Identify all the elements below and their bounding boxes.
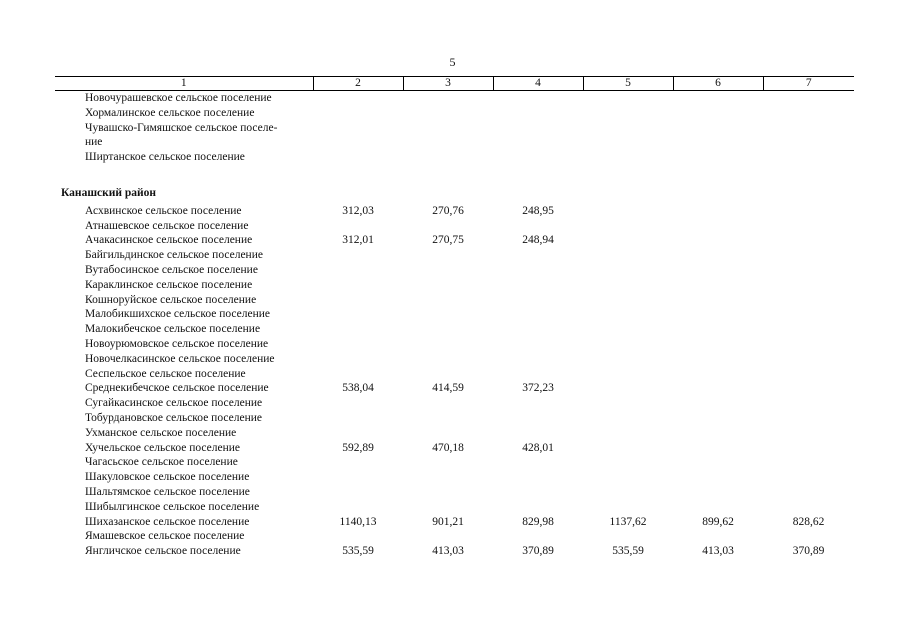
value-cell-col-2: 1140,13 — [339, 515, 377, 528]
value-cell-col-6 — [673, 106, 763, 121]
value-cell-col-6 — [673, 455, 763, 470]
value-cell-col-3 — [403, 165, 493, 180]
value-cell-col-5 — [583, 91, 673, 106]
value-cell-col-2 — [313, 165, 403, 180]
table-row — [55, 278, 854, 293]
value-cell-col-3 — [403, 91, 493, 106]
table-row — [55, 150, 854, 165]
value-cell-col-2 — [313, 135, 403, 150]
tariff-table-container — [55, 76, 854, 559]
value-cell-col-3 — [403, 307, 493, 322]
value-cell-col-5 — [583, 121, 673, 136]
column-header-3: 3 — [403, 77, 493, 91]
value-cell-col-6 — [673, 248, 763, 263]
column-header-1: 1 — [55, 77, 313, 91]
value-cell-col-6: 413,03 — [702, 545, 734, 558]
value-cell-col-2 — [313, 337, 403, 352]
table-row — [55, 515, 854, 530]
settlement-name: Вутабосинское сельское поселение — [85, 263, 258, 276]
value-cell-col-6 — [673, 411, 763, 426]
column-header-4: 4 — [493, 77, 583, 91]
value-cell-col-4 — [493, 278, 583, 293]
value-cell-col-3 — [403, 396, 493, 411]
value-cell-col-4 — [493, 165, 583, 180]
value-cell-col-3 — [403, 529, 493, 544]
settlement-name: Новочурашевское сельское поселение — [85, 92, 272, 104]
value-cell-col-5 — [583, 278, 673, 293]
value-cell-col-6 — [673, 121, 763, 136]
value-cell-col-2: 535,59 — [342, 545, 374, 558]
value-cell-col-5 — [583, 381, 673, 396]
value-cell-col-2: 312,01 — [342, 234, 374, 247]
table-body — [55, 91, 854, 559]
table-row — [55, 293, 854, 308]
value-cell-col-4 — [493, 263, 583, 278]
value-cell-col-4 — [493, 150, 583, 165]
table-row — [55, 381, 854, 396]
value-cell-col-2 — [313, 396, 403, 411]
table-row — [55, 367, 854, 382]
table-row — [55, 219, 854, 234]
value-cell-col-5 — [583, 337, 673, 352]
settlement-name: Среднекибечское сельское поселение — [85, 382, 269, 395]
value-cell-col-3 — [403, 367, 493, 382]
value-cell-col-4 — [493, 121, 583, 136]
value-cell-col-6 — [673, 278, 763, 293]
value-cell-col-6 — [673, 307, 763, 322]
value-cell-col-2 — [313, 263, 403, 278]
value-cell-col-3 — [403, 322, 493, 337]
settlement-name: Тобурдановское сельское поселение — [85, 411, 262, 424]
value-cell-col-7 — [763, 233, 854, 248]
value-cell-col-6 — [673, 367, 763, 382]
table-row — [55, 544, 854, 559]
table-row — [55, 396, 854, 411]
settlement-name: Сугайкасинское сельское поселение — [85, 397, 263, 410]
value-cell-col-6 — [673, 529, 763, 544]
value-cell-col-2 — [313, 485, 403, 500]
value-cell-col-6 — [673, 233, 763, 248]
value-cell-col-6 — [673, 180, 763, 204]
value-cell-col-2 — [313, 455, 403, 470]
settlement-name: Ачакасинское сельское поселение — [85, 234, 253, 247]
table-row — [55, 426, 854, 441]
value-cell-col-2 — [313, 367, 403, 382]
column-header-2: 2 — [313, 77, 403, 91]
settlement-name: Новочелкасинское сельское поселение — [85, 352, 275, 365]
table-row — [55, 529, 854, 544]
value-cell-col-6 — [673, 204, 763, 219]
value-cell-col-4: 372,23 — [522, 382, 554, 395]
value-cell-col-4 — [493, 337, 583, 352]
value-cell-col-4 — [493, 396, 583, 411]
settlement-name — [55, 165, 313, 180]
settlement-name: Шальтямское сельское поселение — [85, 485, 250, 498]
value-cell-col-6 — [673, 500, 763, 515]
column-header-5: 5 — [583, 77, 673, 91]
value-cell-col-4 — [493, 411, 583, 426]
table-row — [55, 91, 854, 106]
district-name: Канашский район — [61, 186, 157, 199]
value-cell-col-4 — [493, 180, 583, 204]
table-row — [55, 441, 854, 456]
table-row — [55, 485, 854, 500]
value-cell-col-4 — [493, 91, 583, 106]
value-cell-col-4 — [493, 307, 583, 322]
value-cell-col-3: 901,21 — [432, 515, 464, 528]
value-cell-col-3 — [403, 248, 493, 263]
value-cell-col-6 — [673, 352, 763, 367]
value-cell-col-5 — [583, 411, 673, 426]
value-cell-col-2 — [313, 529, 403, 544]
value-cell-col-7 — [763, 381, 854, 396]
value-cell-col-4 — [493, 106, 583, 121]
value-cell-col-7 — [763, 278, 854, 293]
value-cell-col-4 — [493, 500, 583, 515]
value-cell-col-6 — [673, 322, 763, 337]
value-cell-col-7 — [763, 91, 854, 106]
value-cell-col-7 — [763, 180, 854, 204]
settlement-name: Малокибечское сельское поселение — [85, 323, 261, 336]
column-header-7: 7 — [763, 77, 854, 91]
value-cell-col-2 — [313, 121, 403, 136]
value-cell-col-5 — [583, 233, 673, 248]
value-cell-col-2 — [313, 426, 403, 441]
value-cell-col-2 — [313, 293, 403, 308]
value-cell-col-3 — [403, 500, 493, 515]
value-cell-col-5 — [583, 396, 673, 411]
value-cell-col-6 — [673, 381, 763, 396]
settlement-name: Хормалинское сельское поселение — [85, 106, 255, 119]
settlement-name: Ямашевское сельское поселение — [85, 530, 245, 543]
value-cell-col-5 — [583, 165, 673, 180]
value-cell-col-2: 592,89 — [342, 441, 374, 454]
settlement-name: Кошноруйское сельское поселение — [85, 293, 257, 306]
value-cell-col-7 — [763, 411, 854, 426]
value-cell-col-4: 829,98 — [522, 515, 554, 528]
value-cell-col-3 — [403, 352, 493, 367]
value-cell-col-7 — [763, 106, 854, 121]
table-row — [55, 337, 854, 352]
table-row — [55, 500, 854, 515]
value-cell-col-7 — [763, 165, 854, 180]
value-cell-col-7 — [763, 352, 854, 367]
table-row — [55, 352, 854, 367]
value-cell-col-2: 312,03 — [342, 204, 374, 217]
value-cell-col-2 — [313, 470, 403, 485]
value-cell-col-5 — [583, 135, 673, 150]
value-cell-col-5 — [583, 204, 673, 219]
value-cell-col-2 — [313, 307, 403, 322]
value-cell-col-6 — [673, 337, 763, 352]
value-cell-col-7 — [763, 219, 854, 234]
value-cell-col-3 — [403, 121, 493, 136]
value-cell-col-2 — [313, 150, 403, 165]
value-cell-col-7 — [763, 150, 854, 165]
value-cell-col-3: 470,18 — [432, 441, 464, 454]
value-cell-col-7 — [763, 293, 854, 308]
value-cell-col-3 — [403, 485, 493, 500]
value-cell-col-2: 538,04 — [342, 382, 374, 395]
value-cell-col-7 — [763, 135, 854, 150]
value-cell-col-3 — [403, 293, 493, 308]
settlement-name: Шакуловское сельское поселение — [85, 471, 250, 484]
table-header — [55, 77, 854, 91]
settlement-name: Хучельское сельское поселение — [85, 441, 240, 454]
value-cell-col-6 — [673, 135, 763, 150]
value-cell-col-7 — [763, 396, 854, 411]
value-cell-col-3 — [403, 411, 493, 426]
value-cell-col-6 — [673, 165, 763, 180]
value-cell-col-5 — [583, 322, 673, 337]
value-cell-col-7 — [763, 441, 854, 456]
value-cell-col-3 — [403, 106, 493, 121]
value-cell-col-5 — [583, 293, 673, 308]
table-row — [55, 204, 854, 219]
value-cell-col-4: 370,89 — [522, 545, 554, 558]
value-cell-col-6 — [673, 219, 763, 234]
value-cell-col-2 — [313, 352, 403, 367]
settlement-name: Ухманское сельское поселение — [85, 426, 237, 439]
settlement-name: Асхвинское сельское поселение — [85, 204, 242, 217]
value-cell-col-3 — [403, 219, 493, 234]
table-row — [55, 106, 854, 121]
value-cell-col-6 — [673, 293, 763, 308]
value-cell-col-7 — [763, 470, 854, 485]
settlement-name: Байгильдинское сельское поселение — [85, 249, 263, 262]
value-cell-col-6 — [673, 263, 763, 278]
table-row — [55, 135, 854, 150]
value-cell-col-4 — [493, 293, 583, 308]
value-cell-col-5 — [583, 307, 673, 322]
value-cell-col-7 — [763, 529, 854, 544]
value-cell-col-5 — [583, 529, 673, 544]
value-cell-col-4 — [493, 248, 583, 263]
value-cell-col-5 — [583, 455, 673, 470]
table-row — [55, 470, 854, 485]
value-cell-col-6 — [673, 396, 763, 411]
district-heading-row — [55, 180, 854, 204]
value-cell-col-2 — [313, 106, 403, 121]
page-number: 5 — [449, 55, 456, 69]
value-cell-col-3: 270,75 — [432, 234, 464, 247]
settlement-name: Шибылгинское сельское поселение — [85, 500, 260, 513]
value-cell-col-7 — [763, 426, 854, 441]
table-row — [55, 322, 854, 337]
settlement-name: Атнашевское сельское поселение — [85, 219, 249, 232]
value-cell-col-7 — [763, 322, 854, 337]
value-cell-col-3: 413,03 — [432, 545, 464, 558]
value-cell-col-6 — [673, 470, 763, 485]
value-cell-col-7 — [763, 485, 854, 500]
value-cell-col-2 — [313, 248, 403, 263]
value-cell-col-4: 248,94 — [522, 234, 554, 247]
value-cell-col-6: 899,62 — [702, 515, 734, 528]
value-cell-col-3 — [403, 455, 493, 470]
value-cell-col-2 — [313, 500, 403, 515]
value-cell-col-2 — [313, 322, 403, 337]
tariff-table — [55, 76, 854, 559]
value-cell-col-5 — [583, 180, 673, 204]
settlement-name: Чувашско-Гимяшское сельское поселе- — [85, 121, 278, 134]
value-cell-col-6 — [673, 485, 763, 500]
value-cell-col-7 — [763, 204, 854, 219]
value-cell-col-4 — [493, 322, 583, 337]
value-cell-col-6 — [673, 441, 763, 456]
value-cell-col-3 — [403, 426, 493, 441]
settlement-name: Шихазанское сельское поселение — [85, 515, 250, 528]
value-cell-col-3: 270,76 — [432, 204, 464, 217]
value-cell-col-5 — [583, 426, 673, 441]
value-cell-col-4: 248,95 — [522, 204, 554, 217]
value-cell-col-7 — [763, 337, 854, 352]
value-cell-col-5 — [583, 367, 673, 382]
value-cell-col-4 — [493, 219, 583, 234]
value-cell-col-4 — [493, 485, 583, 500]
value-cell-col-4 — [493, 470, 583, 485]
value-cell-col-5 — [583, 470, 673, 485]
value-cell-col-4: 428,01 — [522, 441, 554, 454]
value-cell-col-5 — [583, 441, 673, 456]
value-cell-col-3 — [403, 180, 493, 204]
value-cell-col-7 — [763, 367, 854, 382]
value-cell-col-4 — [493, 135, 583, 150]
header-row — [55, 77, 854, 91]
value-cell-col-3 — [403, 337, 493, 352]
value-cell-col-5 — [583, 263, 673, 278]
value-cell-col-4 — [493, 367, 583, 382]
settlement-name: Янгличское сельское поселение — [85, 545, 241, 558]
value-cell-col-5 — [583, 106, 673, 121]
column-header-6: 6 — [673, 77, 763, 91]
value-cell-col-4 — [493, 529, 583, 544]
value-cell-col-3 — [403, 135, 493, 150]
settlement-name: Малобикшихское сельское поселение — [85, 308, 271, 321]
value-cell-col-7 — [763, 121, 854, 136]
value-cell-col-4 — [493, 455, 583, 470]
value-cell-col-2 — [313, 411, 403, 426]
value-cell-col-7 — [763, 248, 854, 263]
value-cell-col-3 — [403, 470, 493, 485]
value-cell-col-7 — [763, 455, 854, 470]
value-cell-col-5: 1137,62 — [609, 515, 647, 528]
value-cell-col-7 — [763, 307, 854, 322]
table-row — [55, 263, 854, 278]
value-cell-col-2 — [313, 180, 403, 204]
settlement-name: Чагасьское сельское поселение — [85, 456, 238, 469]
value-cell-col-7: 370,89 — [792, 545, 825, 558]
value-cell-col-7 — [763, 263, 854, 278]
table-row — [55, 233, 854, 248]
value-cell-col-2 — [313, 219, 403, 234]
table-row — [55, 248, 854, 263]
value-cell-col-5 — [583, 485, 673, 500]
value-cell-col-3 — [403, 278, 493, 293]
value-cell-col-6 — [673, 426, 763, 441]
value-cell-col-7 — [763, 500, 854, 515]
value-cell-col-4 — [493, 352, 583, 367]
table-row — [55, 307, 854, 322]
settlement-name: Ширтанское сельское поселение — [85, 151, 245, 164]
value-cell-col-6 — [673, 91, 763, 106]
value-cell-col-5: 535,59 — [612, 545, 644, 558]
value-cell-col-2 — [313, 278, 403, 293]
value-cell-col-3: 414,59 — [432, 382, 464, 395]
value-cell-col-2 — [313, 91, 403, 106]
value-cell-col-5 — [583, 500, 673, 515]
value-cell-col-6 — [673, 150, 763, 165]
settlement-name: ние — [85, 136, 103, 149]
settlement-name: Караклинское сельское поселение — [85, 278, 253, 291]
table-row — [55, 455, 854, 470]
value-cell-col-3 — [403, 263, 493, 278]
value-cell-col-5 — [583, 352, 673, 367]
value-cell-col-4 — [493, 426, 583, 441]
settlement-name: Новоурюмовское сельское поселение — [85, 337, 269, 350]
value-cell-col-3 — [403, 150, 493, 165]
value-cell-col-5 — [583, 150, 673, 165]
table-row — [55, 121, 854, 136]
table-row — [55, 165, 854, 180]
value-cell-col-7: 828,62 — [792, 515, 825, 528]
value-cell-col-5 — [583, 248, 673, 263]
value-cell-col-5 — [583, 219, 673, 234]
table-row — [55, 411, 854, 426]
settlement-name: Сеспельское сельское поселение — [85, 367, 246, 380]
